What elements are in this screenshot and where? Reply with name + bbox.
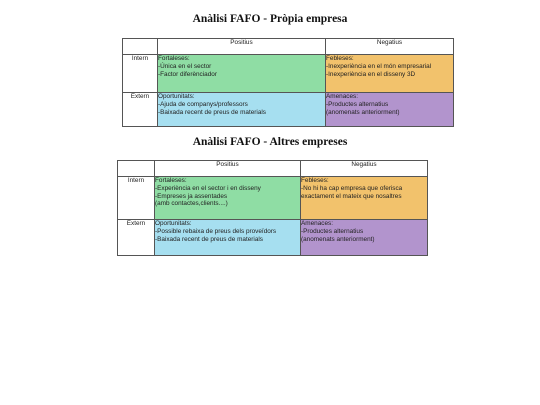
threats-item: (anomenats anteriorment) [326,108,400,116]
strengths-heading: Fortaleses: [158,55,190,62]
opportunities-item: -Ajuda de companys/professors [158,100,248,108]
threats-item: (anomenats anteriorment) [301,235,375,243]
row-label-intern: Intern [118,177,155,220]
weaknesses-cell [301,177,428,220]
threats-cell [326,93,454,127]
strengths-item: (amb contactes,clients....) [155,200,228,208]
weaknesses-heading: Febleses: [326,55,354,62]
weaknesses-heading: Febleses: [301,177,329,184]
opportunities-item: -Baixada recent de preus de materials [155,235,263,243]
threats-item: -Productes alternatius [301,227,364,235]
weaknesses-cell [326,55,454,93]
weaknesses-item: exactament el mateix que nosaltres [301,192,402,200]
row-label-extern: Extern [123,93,158,127]
strengths-item: -Empreses ja assentades [155,192,228,200]
threats-heading: Amenaces: [326,93,358,100]
opportunities-item: -Possible rebaixa de preus dels proveïdors [155,227,277,235]
section-title-other-companies: Anàlisi FAFO - Altres empreses [192,136,348,148]
row-label-intern: Intern [123,55,158,93]
weaknesses-item: -Inexperiència en el món empresarial [326,62,432,70]
row-label-extern: Extern [118,220,155,256]
strengths-item: -Experiència en el sector i en disseny [155,184,261,192]
swot-table-own-company [122,38,454,127]
opportunities-heading: Oportunitats: [155,220,192,227]
strengths-heading: Fortaleses: [155,177,187,184]
weaknesses-item: -No hi ha cap empresa que oferisca [301,184,403,192]
column-header-negative: Negatius [301,161,428,177]
weaknesses-item: -Inexperiència en el disseny 3D [326,70,416,78]
column-header-positive: Positius [155,161,301,177]
section-title-own-company: Anàlisi FAFO - Pròpia empresa [192,13,348,25]
opportunities-item: -Baixada recent de preus de materials [158,108,266,116]
table-corner [123,39,158,55]
swot-table-other-companies [117,160,428,256]
threats-cell [301,220,428,256]
strengths-item: -Única en el sector [158,62,212,70]
column-header-positive: Positius [158,39,326,55]
opportunities-cell [155,220,301,256]
column-header-negative: Negatius [326,39,454,55]
strengths-cell [155,177,301,220]
threats-heading: Amenaces: [301,220,333,227]
strengths-item: -Factor diferènciador [158,70,217,78]
table-corner [118,161,155,177]
opportunities-heading: Oportunitats: [158,93,195,100]
opportunities-cell [158,93,326,127]
threats-item: -Productes alternatius [326,100,389,108]
strengths-cell [158,55,326,93]
